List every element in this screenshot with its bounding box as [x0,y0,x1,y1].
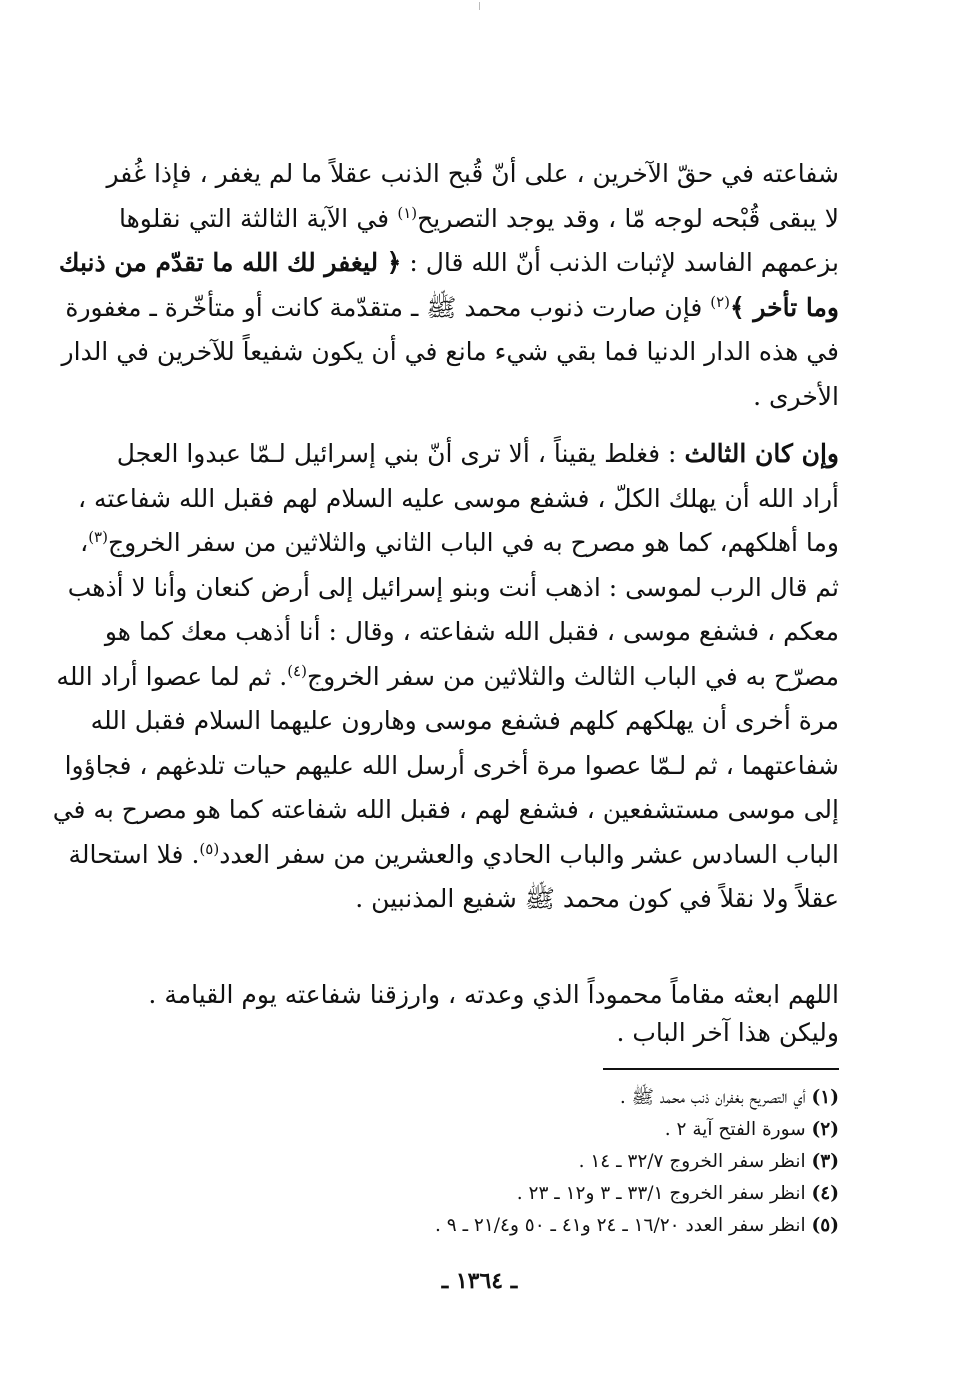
text-run: . فلا استحالة [68,839,200,869]
paragraph2-line10 [68,833,839,878]
paragraph2-line11: عقلاً ولا نقلاً في كون محمد ﷺ شفيع المذنبين . [355,884,839,913]
footnote-4 [279,1178,839,1210]
main-text [52,152,839,922]
footnote-number: (٤) [811,1183,839,1204]
text-run: في الآية الثالثة التي نقلوها [119,203,398,233]
paragraph2-line8: شفاعتهما ، ثم لـمّا عصوا مرة أخرى أرسل الله عليهم حيات تلدغهم ، فجاؤوا [64,750,839,780]
text-run: لا يبقى قُبْحه لوجه مّا ، وقد يوجد التصريح [417,203,839,233]
paragraph2-line7: مرة أخرى أن يهلكهم كلهم فشفع موسى وهارون عليهما السلام فقبل الله [90,706,839,735]
footnote-ref-5: (٥) [199,839,220,858]
paragraph2-line9: إلى موسى مستشفعين ، فشفع لهم ، فقبل الله شفاعته كما هو مصرح به في [52,795,839,824]
footnote-ref-2: (٢) [710,292,731,311]
footnote-ref-4: (٤) [287,661,307,680]
paragraph2-line4: ثم قال الرب لموسى : اذهب أنت وبنو إسرائيل إلى أرض كنعان وأنا لا أذهب [67,572,839,602]
footnote-2 [279,1114,839,1146]
footnote-number: (١) [811,1087,839,1108]
prayer-line1: اللهم ابعثه مقاماً محموداً الذي وعدته ، وارزقنا شفاعته يوم القيامة . [148,980,839,1009]
text-run: الباب السادس عشر والباب الحادي والعشرين من سفر العدد [219,839,839,869]
footnote-text: انظر سفر الخروج ٣٣/١ ـ ٣ و١٢ ـ ٢٣ . [516,1183,812,1204]
footnotes [279,1082,839,1242]
paragraph1-line3 [58,241,839,286]
footnote-ref-1: (١) [397,203,418,222]
top-crop-mark [479,2,480,10]
paragraph2-line2: أراد الله أن يهلك الكلّ ، فشفع موسى عليه السلام لهم فقبل الله شفاعته ، [77,483,839,513]
paragraph-spacer [119,419,839,432]
page-number: ـ ١٣٦٤ ـ [441,1268,518,1294]
text-run: بزعمهم الفاسد لإثبات الذنب أنّ الله قال : [401,248,839,277]
footnote-text: انظر سفر الخروج ٣٢/٧ ـ ١٤ . [578,1151,812,1172]
footnote-number: (٢) [811,1119,839,1140]
section-lead: وإن كان الثالث [684,439,839,468]
paragraph1-line6: الأخرى . [753,381,839,411]
text-run: مصرّح به في الباب الثالث والثلاثين من سفر الخروج [306,661,839,691]
paragraph2-line1 [116,432,839,477]
prayer-line2: وليكن هذا آخر الباب . [616,1018,839,1047]
footnote-text: أي التصريح بغفران ذنب محمد ﷺ . [619,1087,812,1108]
footnote-text: سورة الفتح آية ٢ . [664,1119,812,1140]
footnote-ref-3: (٣) [88,528,108,546]
footnote-1 [279,1082,839,1114]
paragraph1-line2 [119,197,839,242]
footnote-number: (٣) [811,1151,839,1172]
quran-quote-end: وما تأخر ﴾ [730,292,839,322]
paragraph2-line3 [80,521,839,566]
footnote-divider [603,1068,839,1070]
paragraph1-line1: شفاعته في حقّ الآخرين ، على أنّ قُبح الذنب عقلاً ما لم يغفر ، فإذا غُفر [106,159,839,188]
footnote-text: انظر سفر العدد ١٦/٢٠ ـ ٢٤ و٤١ ـ ٥٠ و٢١/٤ ـ ٩ . [435,1215,812,1236]
paragraph2-line6 [56,655,839,700]
text-run: : فغلط يقيناً ، ألا ترى أنّ بني إسرائيل لـمّا عبدوا العجل [116,439,685,468]
text-run: وما أهلكهم، كما هو مصرح به في الباب الثاني والثلاثين من سفر الخروج [107,528,839,557]
paragraph1-line5: في هذه الدار الدنيا فما بقي شيء مانع في أن يكون شفيعاً للآخرين في الدار [61,337,839,366]
text-run: . ثم لما عصوا أراد الله [56,661,288,691]
footnote-5 [279,1210,839,1242]
paragraph1-line4 [65,286,839,331]
text-run: فإن صارت ذنوب محمد ﷺ ـ متقدّمة كانت أو متأخّرة ـ مغفورة [65,292,711,322]
paragraph2-line5: معكم ، فشفع موسى ، فقبل الله شفاعته ، وقال : أنا أذهب معك كما هو [104,617,839,646]
footnote-3 [279,1146,839,1178]
closing-prayer [148,976,839,1052]
footnote-number: (٥) [811,1215,839,1236]
quran-quote: ﴿ ليغفر لك الله ما تقدّم من ذنبك [58,248,402,277]
text-run: ، [80,528,89,557]
